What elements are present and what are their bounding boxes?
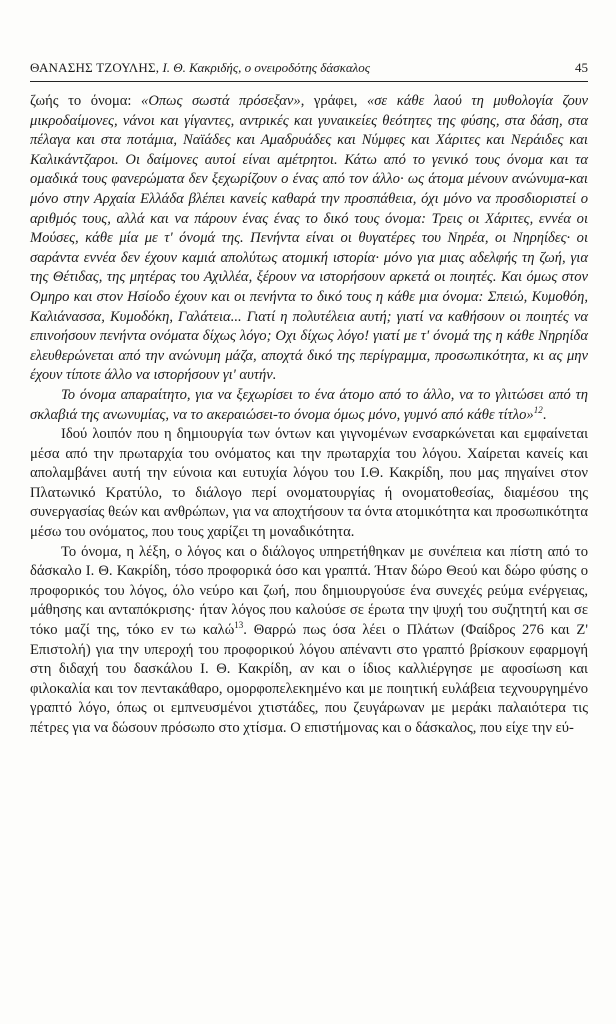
header-author: ΘΑΝΑΣΗΣ ΤΖΟΥΛΗΣ, [30, 60, 160, 75]
paragraph-text: ζωής το όνομα: [30, 93, 142, 109]
quote-text: Το όνομα απαραίτητο, για να ξεχωρίσει το ένα άτομο από το άλλο, να το γλιτώσει από τη σκλαβιά της ανωνυμίας, να το ακεραιώσει-το όνομα όμως μόνο, γυμνό από κάθε τίτλο» [30, 386, 588, 423]
page-number: 45 [575, 60, 588, 75]
quote-text: «σε κάθε λαού τη μυθολογία ζουν μικροδαίμονες, νάνοι και γίγαντες, αντρικές και γυναικείες θεότητες της φύσης, στα δάση, στα πέλαγα και στα ποτάμια, Ναϊάδες και Αμαδρυάδες και Νύμφες και Χάριτες και Νεράιδες και Καλικάντζαροι. Οι δαίμονες αυτοί είναι αμέτρητοι. Κάτω από το γενικό τους όνομα και τα ομαδικά τους φανερώματα δεν ξεχωρίζουν ο ένας από τον άλλο· ως άτομα μένουν ανώνυμα-και μόνο στην Αρχαία Ελλάδα βλέπει κανείς καθαρά την προσπάθεια, όχι μόνο να προσδιοριστεί ο αριθμός τους, αλλά και να πάρουν ένας ένας το δικό τους όνομα: Τρεις οι Χάριτες, εννέα οι Μούσες, κάθε μία με τ' όνομά της. Πενήντα είναι οι θυγατέρες του Νηρέα, οι Νηρηίδες· οι σαράντα εννέα δεν έχουν καμιά απολύτως ατομική ιστορία· μόνο για μιας αδελφής τη ζωή, για της Θέτιδας, της μητέρας του Αχιλλέα, ξέρουν να ιστορήσουν αρκετά οι ποιητές. Και όμως στον Ομηρο και στον Ησίοδο έχουν και οι πενήντα το δικό τους η κάθε μια όνομα: Σπειώ, Κυμοθόη, Καλιάνασσα, Κυμοδόκη, Γαλάτεια... Γιατί η πολυτέλεια αυτή; γιατί να καθήσουν οι ποιητές να επινοήσουν πενήντα ονόματα δίχως λόγο; Οχι δίχως λόγο! γιατί με τ' όνομά της η κάθε Νηρηίδα ελευθερώνεται από την ανώνυμη μάζα, αποχτά δικό της περίγραμμα, προσωπικότητα, κι ας μην έχουν τίποτε άλλο να ιστορήσουν γι' αυτήν. [30, 93, 589, 384]
paragraph-text: . Θαρρώ πως όσα λέει ο Πλάτων (Φαίδρος 276 και Ζ' Επιστολή) για την υπεροχή του προφορικού λόγου απέναντι στο γραπτό βρίσκουν εφαρμογή στη διδαχή του δασκάλου Ι. Θ. Κακρίδη, αν και ο ίδιος καλλιέργησε με αφοσίωση και φιλοκαλία και τον πεντακάθαρο, ομορφοπελεκημένο και με ποιητική ευλάβεια τεχνουργημένο γραπτό λόγο, όπως οι εμπνευσμένοι χτιστάδες, που ζευγάρωναν με μεράκι παλαιότερα τις πέτρες για να δώσουν πρόσωπο στο χτίσμα. Ο επιστήμονας και ο δάσκαλος, που είχε την εύ- [30, 622, 588, 736]
footnote-ref-12[interactable]: 12 [533, 404, 543, 415]
paragraph-text: . [542, 406, 547, 423]
paragraph-text: , γράφει, [300, 93, 367, 109]
header-rule [30, 81, 588, 82]
running-header [30, 58, 588, 78]
footnote-ref-13[interactable]: 13 [234, 620, 244, 631]
header-title: Ι. Θ. Κακριδής, ο ονειροδότης δάσκαλος [162, 60, 371, 75]
body-text [30, 92, 588, 739]
paragraph-quote-start [30, 92, 588, 386]
paragraph-oral-speech [30, 543, 588, 739]
quote-text: «Οπως σωστά πρόσεξαν» [141, 93, 301, 109]
paragraph-quote-end [30, 386, 588, 425]
paragraph-text: Το όνομα, η λέξη, ο λόγος και ο διάλογος υπηρετήθηκαν με συνέπεια και πίστη από το δάσκαλο Ι. Θ. Κακρίδη, τόσο προφορικά όσο και γραπτά. Ήταν δώρο Θεού και δώρο φύσης ο προφορικός του λόγος, όλο νεύρο και ζωή, που δημιουργούσε ένα συνεχές ρεύμα ενέργειας, μάθησης και ανταπόκρισης· ήταν λόγος που καλούσε σε έρωτα την ψυχή του συζητητή και σε τόκο μαζί της, τόκο εν τω καλώ [30, 543, 588, 639]
paragraph-cratylus: Ιδού λοιπόν που η δημιουργία των όντων και γιγνομένων ενσαρκώνεται και εμφαίνεται μέσα από την πρωταρχία του ονόματος και την πρωταρχία του λόγου. Χαίρεται κανείς και απολαμβάνει αυτή την εύνοια και ευτυχία λόγου του Ι.Θ. Κακρίδη, που μας πηγαίνει στον Πλατωνικό Κρατύλο, το διάλογο περί ονοματουργίας ή ονοματοθεσίας, διαμέσου της συνεργασίας θεών και ανθρώπων, για να αποχτήσουν τα όντα ατομικότητα και προσωπικότητα μέσω του ονόματος, που τους χαρίζει τη μοναδικότητα. [30, 426, 588, 541]
